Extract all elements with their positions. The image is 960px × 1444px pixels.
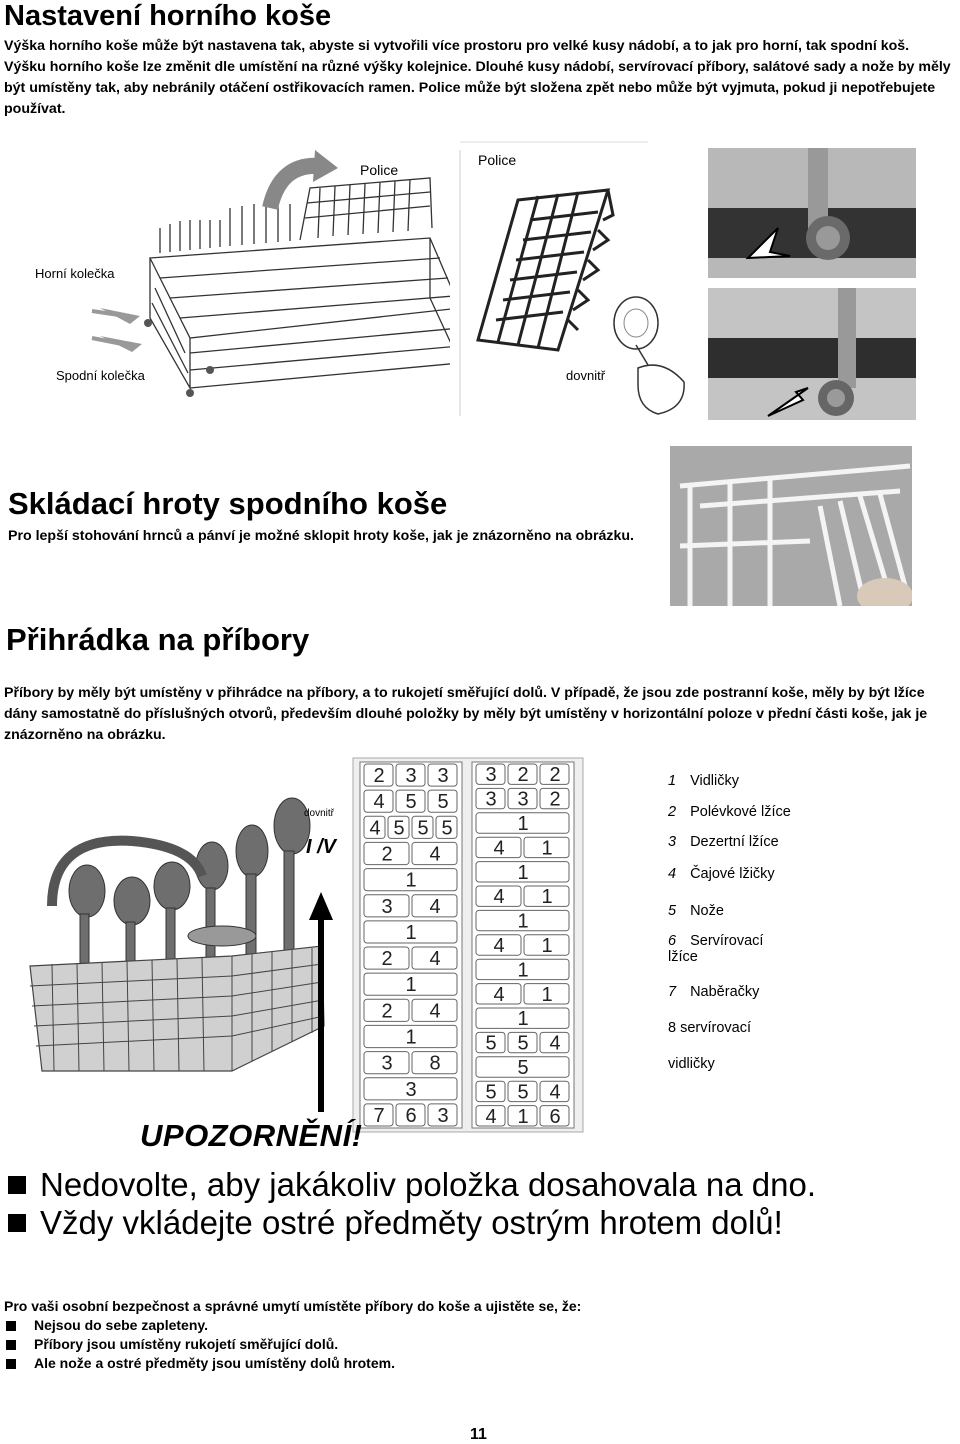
grid-cell-number: 1	[541, 935, 553, 957]
page-number: 11	[470, 1426, 487, 1443]
grid-cell-number: 1	[517, 959, 529, 982]
grid-cell-number: 8	[429, 1052, 441, 1075]
bullet-square-icon	[6, 1340, 16, 1350]
grid-cell-number: 5	[517, 1032, 529, 1055]
grid-cell-number: 5	[441, 817, 453, 840]
legend-item-8: 8 servírovací vidličky	[668, 1020, 752, 1072]
grid-cell-number: 2	[381, 843, 393, 866]
section-title-upper-basket: Nastavení horního koše	[4, 0, 332, 32]
label-i-v: I /V	[306, 836, 337, 858]
section-title-cutlery-basket: Přihrádka na příbory	[6, 622, 310, 657]
grid-cell-number: 1	[405, 869, 417, 892]
bullet-square-icon	[8, 1176, 26, 1194]
grid-cell-number: 4	[549, 1081, 561, 1104]
grid-cell-number: 4	[493, 886, 505, 909]
grid-cell-number: 4	[373, 791, 385, 814]
grid-cell-number: 5	[393, 817, 405, 840]
label-dovnitr-1: dovnitř	[566, 368, 606, 383]
label-dovnitr-2: dovnitř	[304, 808, 335, 819]
legend-item-6: 6 Servírovací lžíce	[668, 933, 764, 965]
cutlery-basket-illustration	[22, 796, 340, 1076]
grid-cell-number: 3	[485, 764, 497, 787]
legend-item-3: 3 Dezertní lžíce	[668, 834, 779, 850]
grid-cell-number: 4	[429, 948, 441, 971]
bullet-square-icon	[8, 1214, 26, 1232]
label-spodni-kolecka: Spodní kolečka	[56, 368, 145, 383]
grid-cell-number: 2	[549, 764, 561, 787]
grid-cell-number: 5	[517, 1057, 529, 1079]
grid-cell-number: 3	[405, 1078, 417, 1101]
grid-cell-number: 1	[405, 1026, 417, 1049]
grid-cell-number: 5	[417, 817, 429, 840]
grid-cell-number: 3	[485, 788, 497, 811]
grid-cell-number: 5	[485, 1032, 497, 1055]
grid-cell-number: 4	[369, 817, 381, 840]
grid-cell-number: 2	[381, 948, 393, 971]
warning-title: UPOZORNĚNÍ!	[140, 1118, 363, 1153]
bullet-square-icon	[6, 1359, 16, 1369]
grid-cell-number: 3	[405, 765, 417, 788]
label-police-1: Police	[360, 162, 399, 178]
grid-cell-number: 5	[405, 791, 417, 814]
label-police-2: Police	[478, 152, 517, 168]
grid-cell-number: 4	[429, 895, 441, 918]
safety-item: Ale nože a ostré předměty jsou umístěny dolů hrotem.	[4, 1355, 395, 1371]
warning-line-1: Nedovolte, aby jakákoliv položka dosahovala na dno.	[4, 1165, 816, 1205]
grid-cell-number: 4	[429, 843, 441, 866]
grid-cell-number: 5	[485, 1081, 497, 1104]
grid-cell-number: 3	[437, 765, 449, 788]
grid-cell-number: 1	[517, 1105, 529, 1128]
safety-item: Nejsou do sebe zapleteny.	[4, 1317, 208, 1333]
section-text-cutlery-basket: Příbory by měly být umístěny v přihrádce na příbory, a to rukojetí směřující dolů. V případě, že jsou zde postranní koše, měly by být lžíce dány samostatně do příslušných otvorů, především dlouhé položky by měly být umístěny v horizontální poloze v přední části koše, jak je znázorněno na obrázku.	[4, 685, 928, 743]
safety-intro: Pro vaši osobní bezpečnost a správné umytí umístěte příbory do koše a ujistěte se, že:	[4, 1298, 582, 1314]
grid-cell-number: 3	[381, 895, 393, 918]
bullet-square-icon	[6, 1321, 16, 1331]
legend-item-7: 7 Naběračky	[668, 984, 760, 1000]
grid-cell-number: 1	[517, 1008, 529, 1031]
grid-cell-number: 3	[517, 788, 529, 811]
grid-cell-number: 6	[405, 1104, 417, 1127]
label-horni-kolecka: Horní kolečka	[35, 266, 115, 281]
grid-cell-number: 1	[517, 910, 529, 933]
legend-item-2: 2 Polévkové lžíce	[668, 804, 791, 820]
grid-cell-number: 2	[549, 788, 561, 811]
up-arrow-icon	[306, 892, 336, 1112]
grid-cell-number: 1	[541, 886, 553, 909]
legend-item-1: 1 Vidličky	[668, 773, 739, 789]
grid-cell-number: 1	[517, 813, 529, 835]
grid-cell-number: 4	[493, 983, 505, 1006]
legend-item-4: 4 Čajové lžičky	[668, 866, 775, 882]
warning-line-2: Vždy vkládejte ostré předměty ostrým hrotem dolů!	[4, 1203, 783, 1243]
grid-cell-number: 1	[405, 921, 417, 944]
section-text-upper-basket: Výška horního koše může být nastavena tak, abyste si vytvořili více prostoru pro velké kusy nádobí, a to jak pro horní, tak spodní koš. Výšku horního koše lze změnit dle umístění na různé výšky kolejnice. Dlouhé kusy nádobí, servírovací příbory, salátové sady a nože by měly být umístěny tak, aby nebránily otáčení ostřikovacích ramen. Police může být složena zpět nebo může být vyjmuta, pokud ji nepotřebujete používat.	[4, 38, 951, 117]
wheel-photos	[708, 148, 916, 420]
grid-cell-number: 2	[373, 765, 385, 788]
grid-cell-number: 6	[549, 1105, 561, 1128]
grid-cell-number: 4	[485, 1105, 497, 1128]
section-title-folding-tines: Skládací hroty spodního koše	[8, 486, 448, 521]
grid-cell-number: 3	[437, 1104, 449, 1127]
folding-tines-photo	[670, 446, 912, 606]
grid-cell-number: 1	[405, 974, 417, 997]
grid-cell-number: 4	[493, 935, 505, 957]
grid-cell-number: 4	[549, 1032, 561, 1055]
grid-cell-number: 1	[541, 983, 553, 1006]
grid-cell-number: 2	[381, 1000, 393, 1023]
grid-cell-number: 7	[373, 1104, 385, 1127]
grid-cell-number: 2	[517, 764, 529, 787]
grid-cell-number: 5	[437, 791, 449, 814]
legend-item-5: 5 Nože	[668, 903, 724, 919]
grid-cell-number: 3	[381, 1052, 393, 1075]
section-text-folding-tines: Pro lepší stohování hrnců a pánví je možné sklopit hroty koše, jak je znázorněno na obrázku.	[8, 528, 634, 544]
grid-cell-number: 5	[517, 1081, 529, 1104]
grid-cell-number: 1	[541, 837, 553, 860]
grid-cell-number: 4	[429, 1000, 441, 1023]
cutlery-grid-diagram	[350, 756, 590, 1136]
grid-cell-number: 4	[493, 837, 505, 860]
safety-item: Příbory jsou umístěny rukojetí směřující dolů.	[4, 1336, 338, 1352]
grid-cell-number: 1	[517, 861, 529, 884]
